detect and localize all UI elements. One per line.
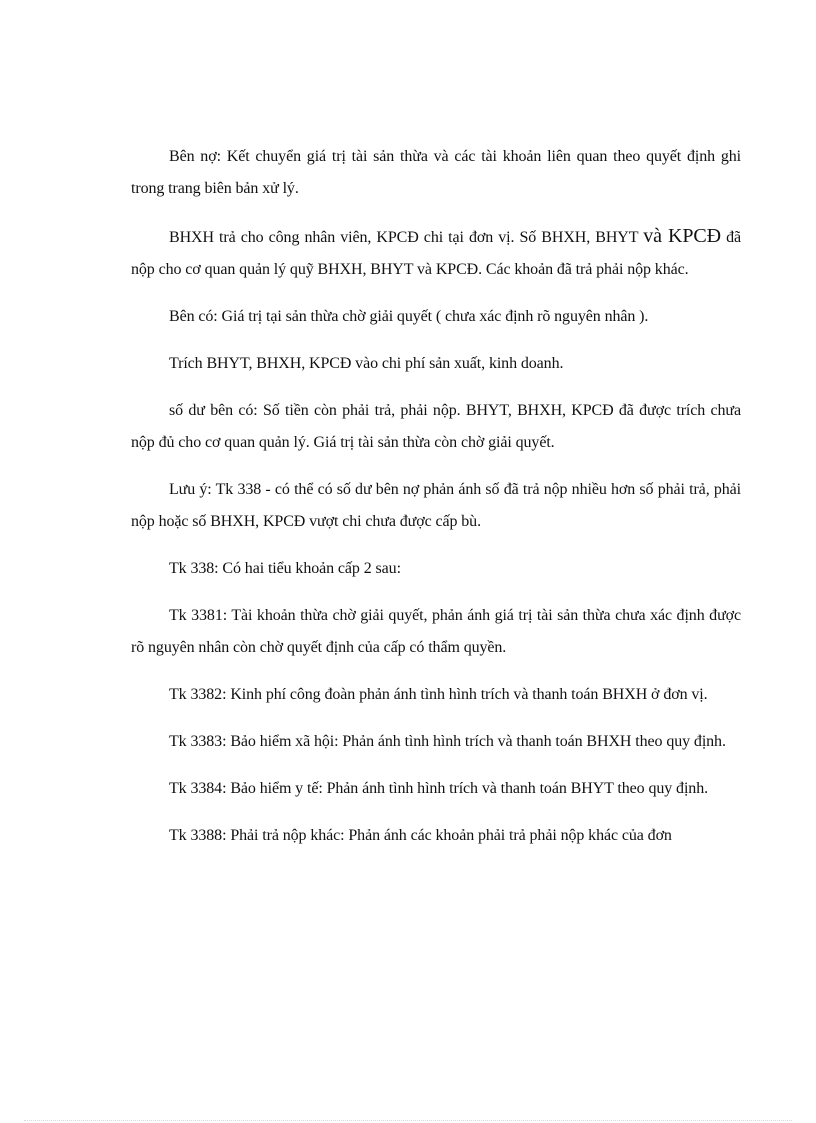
- paragraph-tk-3383: Tk 3383: Bảo hiểm xã hội: Phản ánh tình hình trích và thanh toán BHXH theo quy định.: [169, 733, 726, 750]
- paragraph-tk-338: Tk 338: Có hai tiểu khoản cấp 2 sau:: [169, 560, 401, 577]
- paragraph-ben-no: Bên nợ: Kết chuyển giá trị tài sản thừa và các tài khoản liên quan theo quyết định ghi trong trang biên bản xử lý.: [131, 148, 741, 197]
- paragraph-so-du-ben-co: số dư bên có: Số tiền còn phải trả, phải nộp. BHYT, BHXH, KPCĐ đã được trích chưa nộp đủ cho cơ quan quản lý. Giá trị tài sản thừa còn chờ giải quyết.: [131, 402, 741, 451]
- paragraph-ben-co: Bên có: Giá trị tại sản thừa chờ giải quyết ( chưa xác định rõ nguyên nhân ).: [169, 308, 649, 325]
- paragraph-tk-3388: Tk 3388: Phải trả nộp khác: Phản ánh các khoản phải trả phải nộp khác của đơn: [169, 827, 672, 844]
- paragraph-bhxh: [131, 220, 741, 286]
- paragraph-trich: Trích BHYT, BHXH, KPCĐ vào chi phí sản xuất, kinh doanh.: [169, 355, 564, 372]
- paragraph-luu-y: Lưu ý: Tk 338 - có thể có số dư bên nợ phản ánh số đã trả nộp nhiều hơn số phải trả, phải nộp hoặc số BHXH, KPCĐ vượt chi chưa được cấp bù.: [131, 481, 741, 530]
- paragraph-tk-3384: Tk 3384: Bảo hiểm y tế: Phản ánh tình hình trích và thanh toán BHYT theo quy định.: [169, 780, 708, 797]
- paragraph-bhxh-part1: BHXH trả cho công nhân viên, KPCĐ chi tại đơn vị. Số BHXH, BHYT: [169, 229, 644, 246]
- page-bottom-divider: [24, 1120, 792, 1121]
- document-body: [131, 141, 741, 867]
- paragraph-bhxh-part2: đã nộp cho cơ quan quản lý quỹ BHXH, BHYT và KPCĐ. Các khoản đã trả phải nộp khác.: [131, 229, 741, 278]
- paragraph-tk-3381: Tk 3381: Tài khoản thừa chờ giải quyết, phản ánh giá trị tài sản thừa chưa xác định được rõ nguyên nhân còn chờ quyết định của cấp có thẩm quyền.: [131, 607, 741, 656]
- paragraph-bhxh-large-text: và KPCĐ: [643, 225, 721, 247]
- paragraph-tk-3382: Tk 3382: Kinh phí công đoàn phản ánh tình hình trích và thanh toán BHXH ở đơn vị.: [169, 686, 708, 703]
